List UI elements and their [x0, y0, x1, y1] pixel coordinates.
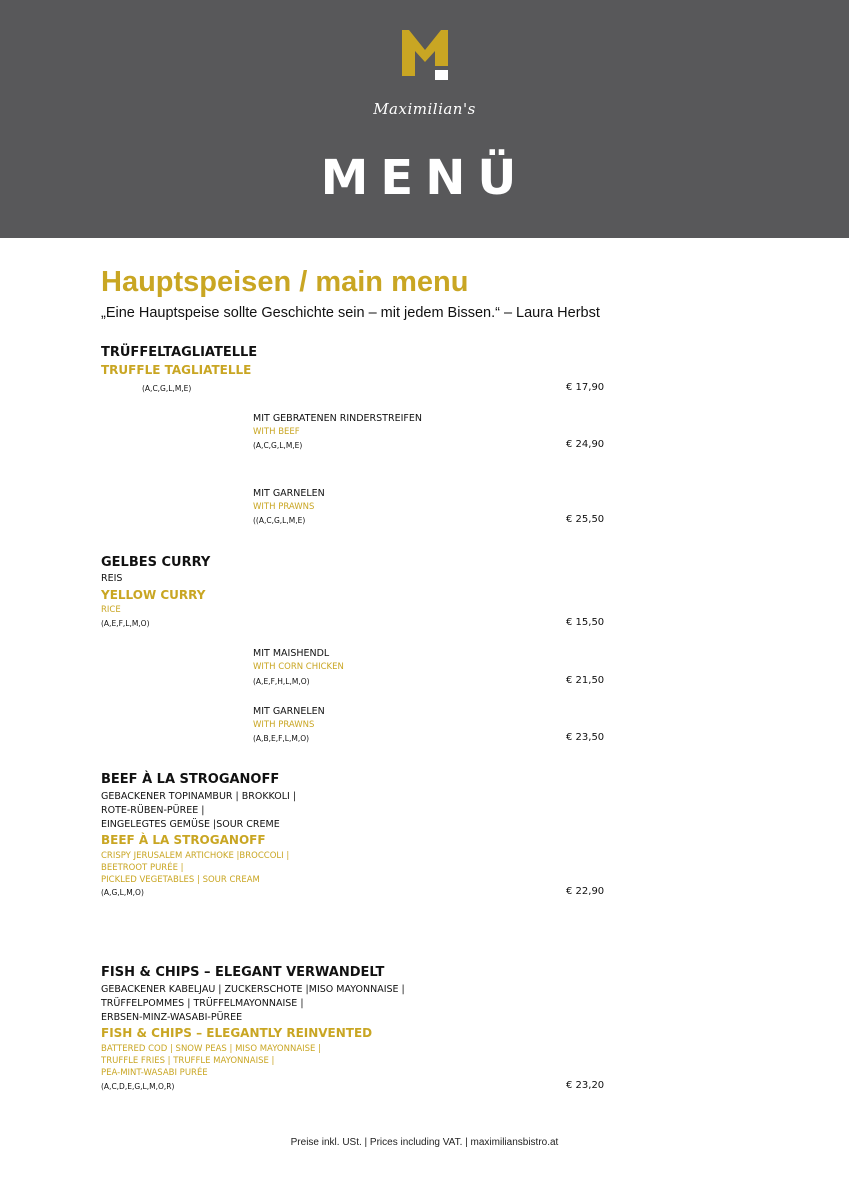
dish-price: € 15,50 — [566, 617, 605, 628]
section-title: Hauptspeisen / main menu — [101, 266, 469, 298]
dish-name-en: TRUFFLE TAGLIATELLE — [101, 363, 252, 377]
dish-name-de: FISH & CHIPS – ELEGANT VERWANDELT — [101, 965, 385, 980]
variant-name-en: WITH PRAWNS — [253, 502, 315, 512]
dish-name-en: FISH & CHIPS – ELEGANTLY REINVENTED — [101, 1026, 373, 1040]
m-exclamation-logo-icon — [402, 30, 448, 80]
section-quote: „Eine Hauptspeise sollte Geschichte sein – mit jedem Bissen.“ – Laura Herbst — [101, 305, 600, 321]
dish-desc-de: TRÜFFELPOMMES | TRÜFFELMAYONNAISE | — [101, 998, 304, 1009]
dish-desc-en: TRUFFLE FRIES | TRUFFLE MAYONNAISE | — [101, 1056, 275, 1066]
variant-name-en: WITH BEEF — [253, 427, 300, 437]
dish-desc-en: BEETROOT PURÉE | — [101, 863, 184, 873]
allergen-codes: (A,C,G,L,M,E) — [253, 441, 303, 450]
brand-name: Maximilian's — [373, 100, 476, 118]
variant-price: € 24,90 — [566, 439, 605, 450]
dish-price: € 22,90 — [566, 886, 605, 897]
allergen-codes: (A,G,L,M,O) — [101, 888, 144, 897]
allergen-codes: (A,E,F,L,M,O) — [101, 619, 150, 628]
dish-name-de: GELBES CURRY — [101, 555, 211, 570]
dish-name-en: YELLOW CURRY — [101, 588, 206, 602]
variant-name-de: MIT GEBRATENEN RINDERSTREIFEN — [253, 413, 422, 424]
dish-name-de: TRÜFFELTAGLIATELLE — [101, 345, 258, 360]
variant-price: € 23,50 — [566, 732, 605, 743]
dish-desc-en: BATTERED COD | SNOW PEAS | MISO MAYONNAISE | — [101, 1044, 321, 1054]
dish-desc-en: CRISPY JERUSALEM ARTICHOKE |BROCCOLI | — [101, 851, 290, 861]
variant-name-en: WITH PRAWNS — [253, 720, 315, 730]
menu-header — [0, 0, 849, 238]
dish-desc-de: ROTE-RÜBEN-PÜREE | — [101, 805, 205, 816]
variant-name-de: MIT MAISHENDL — [253, 648, 330, 659]
variant-price: € 25,50 — [566, 514, 605, 525]
dish-price: € 17,90 — [566, 382, 605, 393]
variant-name-en: WITH CORN CHICKEN — [253, 662, 344, 672]
dish-desc-de: ERBSEN-MINZ-WASABI-PÜREE — [101, 1012, 243, 1023]
dish-desc-en: RICE — [101, 605, 121, 615]
dish-name-de: BEEF À LA STROGANOFF — [101, 772, 280, 787]
allergen-codes: ((A,C,G,L,M,E) — [253, 516, 306, 525]
dish-desc-de: GEBACKENER TOPINAMBUR | BROKKOLI | — [101, 791, 297, 802]
dish-desc-de: REIS — [101, 573, 123, 584]
menu-title: MENÜ — [320, 150, 529, 206]
dish-name-en: BEEF À LA STROGANOFF — [101, 833, 266, 847]
variant-name-de: MIT GARNELEN — [253, 706, 325, 717]
variant-name-de: MIT GARNELEN — [253, 488, 325, 499]
dish-price: € 23,20 — [566, 1080, 605, 1091]
allergen-codes: (A,C,G,L,M,E) — [142, 384, 192, 393]
dish-desc-en: PEA-MINT-WASABI PURÉE — [101, 1068, 208, 1078]
allergen-codes: (A,C,D,E,G,L,M,O,R) — [101, 1082, 175, 1091]
variant-price: € 21,50 — [566, 675, 605, 686]
allergen-codes: (A,B,E,F,L,M,O) — [253, 734, 310, 743]
dish-desc-de: EINGELEGTES GEMÜSE |SOUR CREME — [101, 819, 280, 830]
footer-note: Preise inkl. USt. | Prices including VAT. | maximiliansbistro.at — [290, 1137, 559, 1148]
dish-desc-en: PICKLED VEGETABLES | SOUR CREAM — [101, 875, 260, 885]
allergen-codes: (A,E,F,H,L,M,O) — [253, 677, 310, 686]
dish-desc-de: GEBACKENER KABELJAU | ZUCKERSCHOTE |MISO MAYONNAISE | — [101, 984, 405, 995]
